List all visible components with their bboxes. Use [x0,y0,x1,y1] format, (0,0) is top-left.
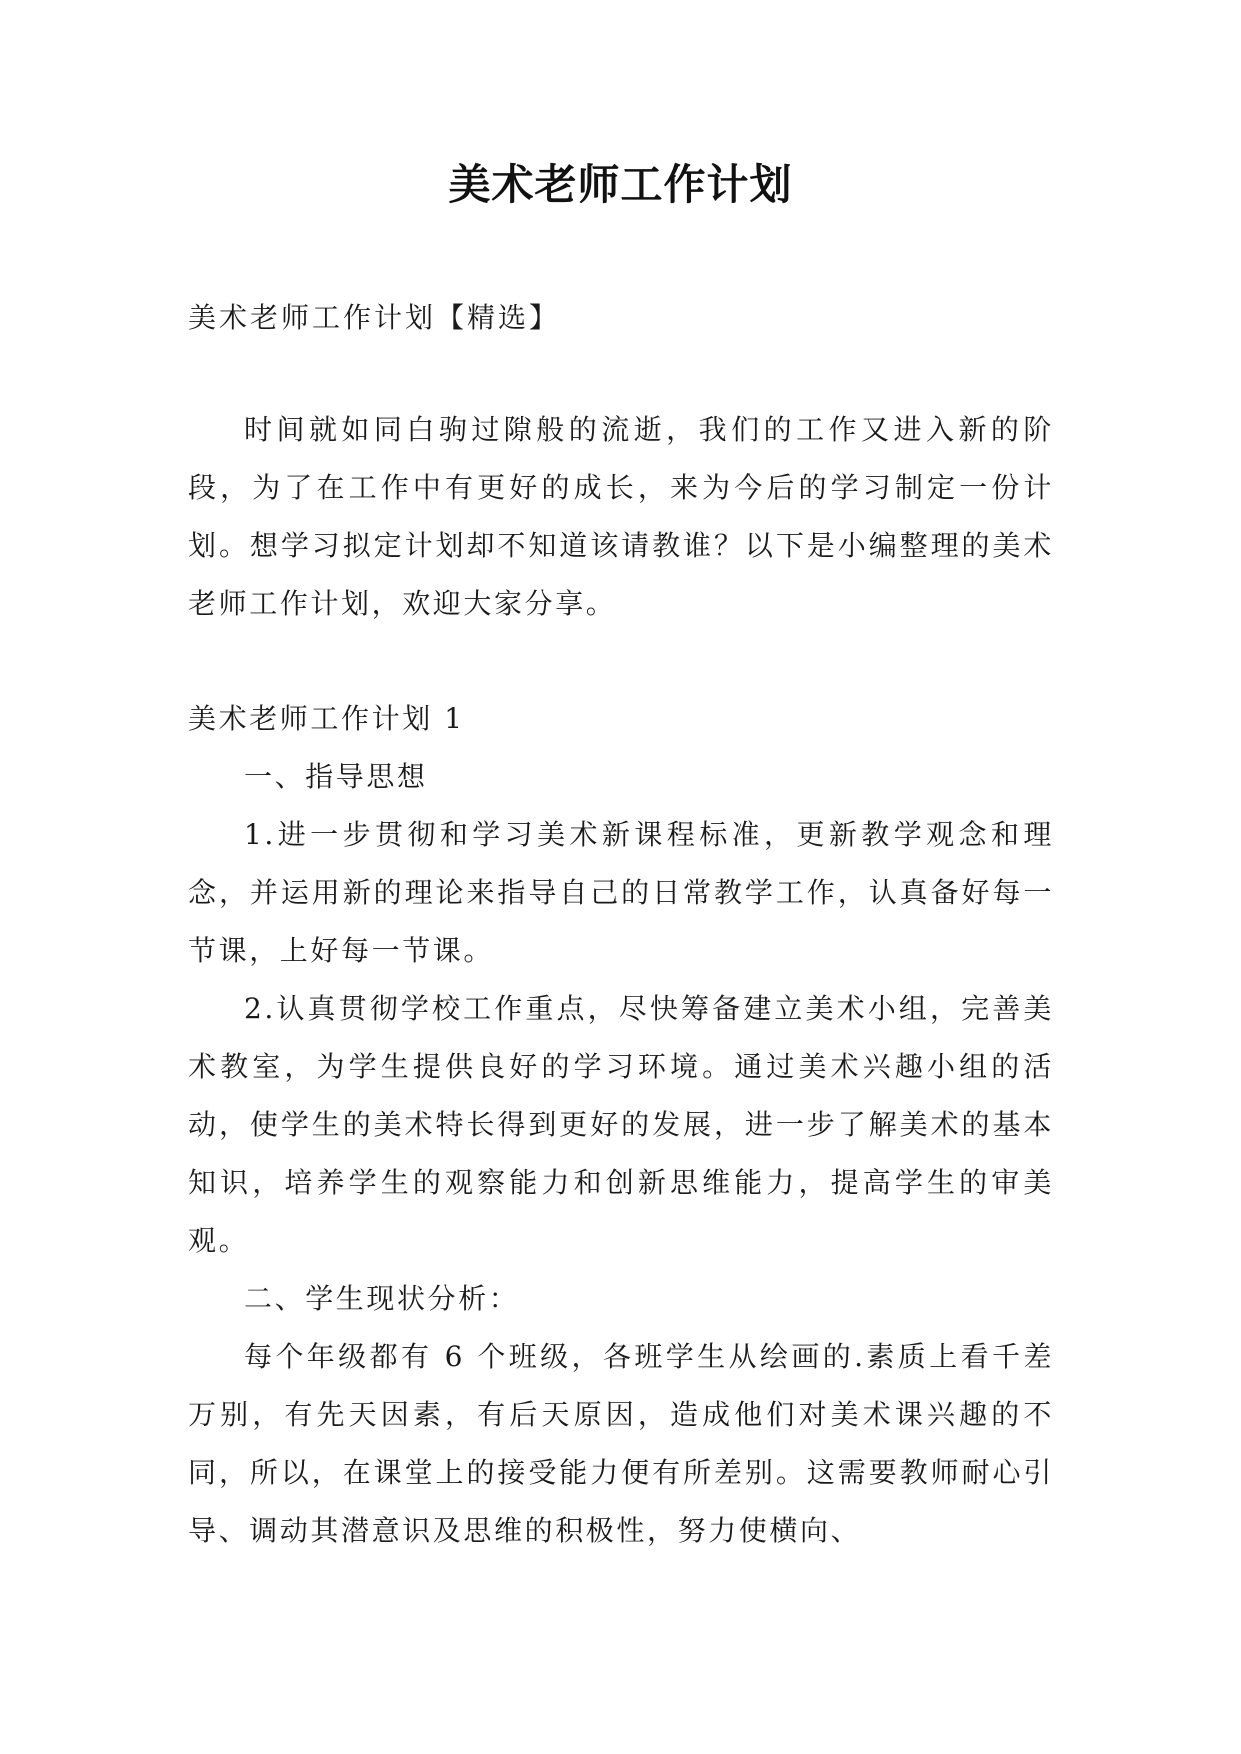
student-analysis-heading: 二、学生现状分析： [244,1282,520,1315]
guiding-point-2: 2.认真贯彻学校工作重点，尽快筹备建立美术小组，完善美术教室，为学生提供良好的学习环境。通过美术兴趣小组的活动，使学生的美术特长得到更好的发展，进一步了解美术的基本知识，培养学生的观察能力和创新思维能力，提高学生的审美观。 [188,992,1054,1257]
document-title: 美术老师工作计划 [448,160,793,209]
plan-1-heading: 美术老师工作计划 1 [188,702,465,735]
guiding-point-1: 1.进一步贯彻和学习美术新课程标准，更新教学观念和理念，并运用新的理论来指导自己的日常教学工作，认真备好每一节课，上好每一节课。 [188,818,1054,967]
guiding-thought-heading: 一、指导思想 [244,760,428,793]
plan-1-section [188,690,1054,1560]
intro-section [188,401,1054,633]
intro-paragraph: 时间就如同白驹过隙般的流逝，我们的工作又进入新的阶段，为了在工作中有更好的成长，来为今后的学习制定一份计划。想学习拟定计划却不知道该请教谁？以下是小编整理的美术老师工作计划，欢迎大家分享。 [188,413,1054,620]
document-subtitle: 美术老师工作计划【精选】 [188,301,561,334]
student-analysis-paragraph: 每个年级都有 6 个班级，各班学生从绘画的.素质上看千差万别，有先天因素，有后天原因，造成他们对美术课兴趣的不同，所以，在课堂上的接受能力便有所差别。这需要教师耐心引导、调动其潜意识及思维的积极性，努力使横向、 [188,1340,1054,1547]
